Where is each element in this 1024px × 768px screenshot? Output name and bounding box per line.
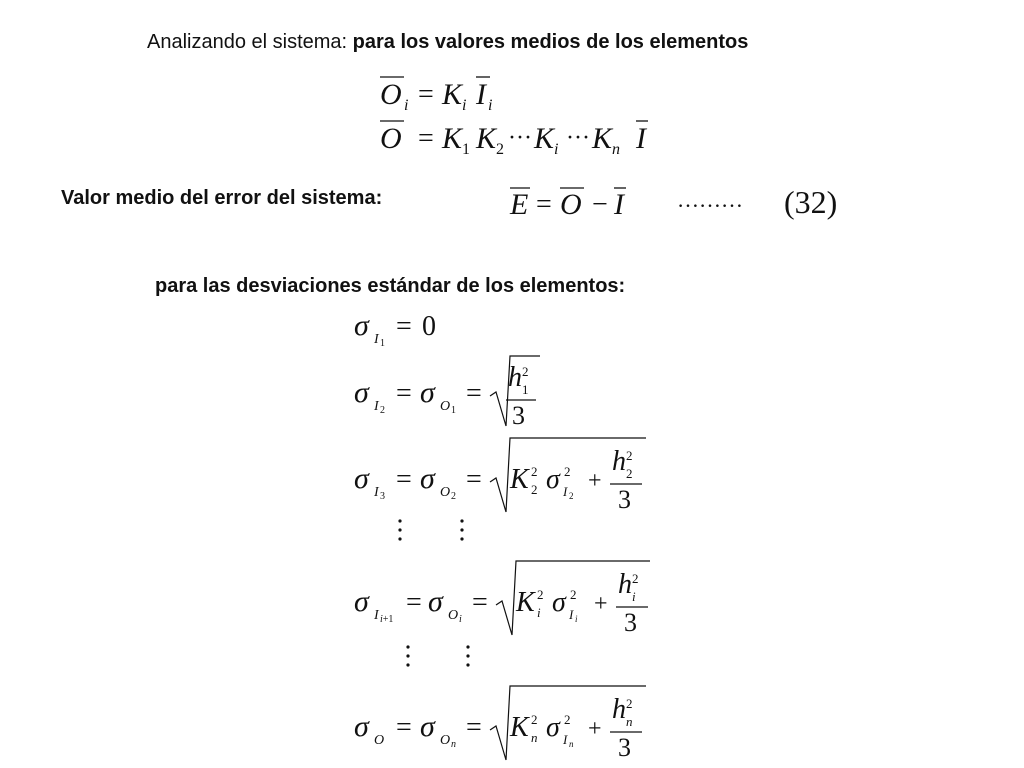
svg-text:2: 2 — [626, 466, 633, 481]
svg-text:h: h — [508, 362, 522, 393]
svg-text:O: O — [374, 733, 385, 748]
svg-text:2: 2 — [496, 141, 504, 158]
svg-text:=: = — [418, 123, 434, 154]
equation-error — [500, 180, 650, 226]
svg-text:2: 2 — [380, 405, 385, 416]
svg-text:2: 2 — [564, 712, 571, 727]
svg-text:0: 0 — [422, 311, 436, 342]
svg-text:3: 3 — [512, 401, 525, 430]
svg-text:K: K — [476, 122, 497, 155]
svg-text:=: = — [466, 378, 482, 409]
svg-text:2: 2 — [626, 696, 633, 711]
svg-text:2: 2 — [632, 571, 639, 586]
mean-error-label: Valor medio del error del sistema: — [61, 187, 383, 209]
svg-text:I: I — [563, 484, 568, 499]
svg-text:2: 2 — [564, 464, 571, 479]
svg-text:+: + — [588, 468, 602, 494]
svg-text:σ: σ — [428, 585, 443, 618]
svg-text:K: K — [510, 464, 529, 495]
svg-text:n: n — [451, 739, 456, 750]
svg-text:K: K — [442, 78, 463, 111]
svg-text:I: I — [563, 732, 568, 747]
svg-text:i: i — [488, 97, 493, 114]
svg-text:2: 2 — [522, 364, 529, 379]
svg-text:σ: σ — [354, 309, 369, 342]
svg-text:O: O — [440, 485, 451, 500]
svg-text:i: i — [537, 605, 541, 620]
svg-text:=: = — [396, 712, 412, 743]
svg-text:3: 3 — [618, 733, 631, 762]
equation-sigma-i1 — [350, 305, 470, 349]
svg-text:=: = — [466, 712, 482, 743]
equation-oi — [370, 72, 540, 116]
equation-sigma-ii1 — [350, 555, 670, 639]
equation-sigma-i2 — [350, 350, 570, 430]
svg-text:=: = — [472, 587, 488, 618]
svg-text:σ: σ — [354, 585, 369, 618]
svg-text:O: O — [380, 122, 402, 155]
svg-text:σ: σ — [420, 376, 435, 409]
intro-line — [147, 31, 748, 54]
svg-text:···: ··· — [508, 125, 532, 151]
svg-text:2: 2 — [570, 587, 577, 602]
svg-text:K: K — [534, 122, 555, 155]
equation-sigma-i3 — [350, 432, 670, 516]
svg-text:=: = — [396, 311, 412, 342]
svg-text:σ: σ — [546, 712, 560, 743]
svg-text:=: = — [418, 79, 434, 110]
svg-text:σ: σ — [420, 462, 435, 495]
svg-text:h: h — [612, 446, 626, 477]
intro-bold: para los valores medios de los elementos — [352, 31, 749, 53]
svg-text:i+1: i+1 — [380, 614, 394, 625]
svg-text:I: I — [569, 607, 574, 622]
svg-text:2: 2 — [531, 482, 538, 497]
svg-text:2: 2 — [451, 491, 456, 502]
svg-text:i: i — [459, 614, 462, 625]
vertical-dots-1 — [390, 517, 480, 545]
svg-text:I: I — [614, 188, 624, 221]
svg-text:2: 2 — [531, 464, 538, 479]
svg-text:σ: σ — [552, 587, 566, 618]
svg-text:h: h — [618, 569, 632, 600]
svg-text:=: = — [466, 464, 482, 495]
equation-number: (32) — [784, 184, 838, 220]
svg-text:h: h — [612, 694, 626, 725]
svg-text:+: + — [594, 591, 608, 617]
svg-text:3: 3 — [380, 491, 385, 502]
svg-text:σ: σ — [354, 462, 369, 495]
svg-text:i: i — [462, 97, 467, 114]
svg-text:I: I — [476, 78, 486, 111]
vertical-dots-2 — [398, 643, 488, 671]
svg-text:1: 1 — [462, 141, 470, 158]
svg-text:2: 2 — [531, 712, 538, 727]
svg-text:2: 2 — [569, 491, 574, 501]
svg-text:σ: σ — [354, 710, 369, 743]
svg-text:I: I — [636, 122, 646, 155]
svg-text:I: I — [374, 399, 379, 414]
svg-text:I: I — [374, 608, 379, 623]
svg-text:n: n — [569, 739, 574, 749]
svg-text:K: K — [592, 122, 613, 155]
equation-o-total — [370, 115, 670, 161]
svg-text:=: = — [536, 189, 552, 220]
svg-text:i: i — [404, 97, 409, 114]
svg-text:=: = — [406, 587, 422, 618]
svg-text:K: K — [516, 587, 535, 618]
svg-text:+: + — [588, 716, 602, 742]
svg-text:K: K — [510, 712, 529, 743]
svg-text:i: i — [575, 614, 578, 624]
svg-text:=: = — [396, 378, 412, 409]
svg-text:I: I — [374, 332, 379, 347]
svg-text:i: i — [554, 141, 559, 158]
svg-text:n: n — [531, 730, 538, 745]
std-label: para las desviaciones estándar de los elementos: — [155, 275, 626, 297]
svg-text:1: 1 — [380, 338, 385, 349]
svg-text:σ: σ — [354, 376, 369, 409]
svg-text:2: 2 — [626, 448, 633, 463]
svg-text:I: I — [374, 485, 379, 500]
svg-text:σ: σ — [420, 710, 435, 743]
svg-text:3: 3 — [624, 608, 637, 637]
equation-dots: ……… — [677, 187, 743, 212]
svg-text:σ: σ — [546, 464, 560, 495]
svg-text:1: 1 — [451, 405, 456, 416]
svg-text:O: O — [448, 608, 459, 623]
svg-text:n: n — [612, 141, 620, 158]
svg-text:2: 2 — [537, 587, 544, 602]
svg-text:1: 1 — [522, 382, 529, 397]
svg-text:−: − — [592, 189, 608, 220]
svg-text:K: K — [442, 122, 463, 155]
svg-text:i: i — [632, 589, 636, 604]
svg-text:O: O — [380, 78, 402, 111]
svg-text:O: O — [440, 399, 451, 414]
svg-text:=: = — [396, 464, 412, 495]
svg-text:O: O — [440, 733, 451, 748]
svg-text:O: O — [560, 188, 582, 221]
svg-text:3: 3 — [618, 485, 631, 514]
equation-sigma-o — [350, 680, 670, 764]
svg-text:···: ··· — [566, 125, 590, 151]
svg-text:E: E — [510, 188, 529, 221]
svg-text:n: n — [626, 714, 633, 729]
intro-prefix: Analizando el sistema: — [147, 31, 353, 53]
